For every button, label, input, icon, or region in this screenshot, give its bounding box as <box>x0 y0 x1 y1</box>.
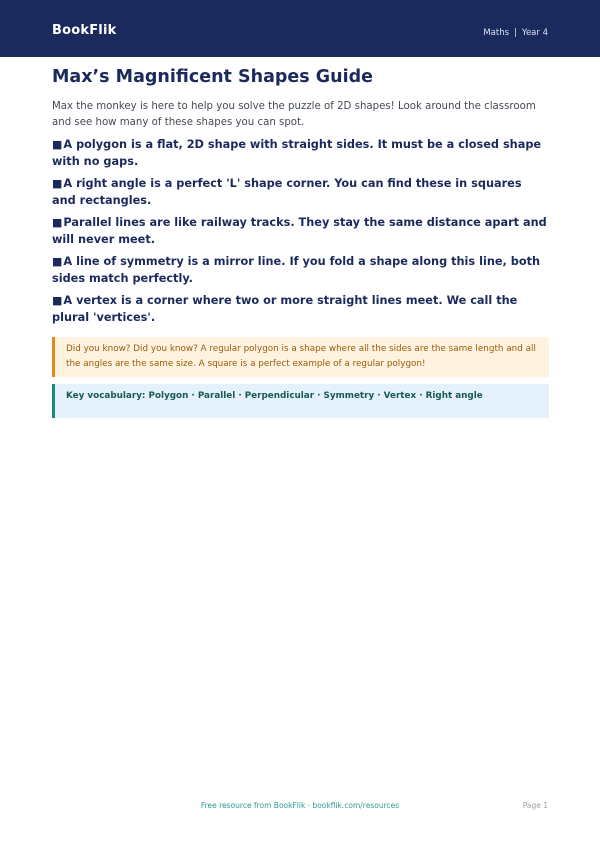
point-text: A polygon is a flat, 2D shape with straight sides. It must be a closed shape with no gaps. <box>52 138 542 168</box>
page-title: Max’s Magnificent Shapes Guide <box>52 67 373 87</box>
square-bullet-icon: ■ <box>52 138 63 151</box>
point-text: A line of symmetry is a mirror line. If you fold a shape along this line, both sides match perfectly. <box>52 255 541 285</box>
point-text: A right angle is a perfect 'L' shape corner. You can find these in squares and rectangles. <box>52 177 522 207</box>
brand-logo[interactable]: BookFlik <box>52 23 117 38</box>
list-item <box>52 137 549 170</box>
list-item <box>52 215 549 248</box>
list-item <box>52 254 549 287</box>
point-text: A vertex is a corner where two or more straight lines meet. We call the plural 'vertices'. <box>52 294 518 324</box>
main-content <box>52 66 549 418</box>
meta-separator: | <box>514 28 517 38</box>
list-item <box>52 176 549 209</box>
square-bullet-icon: ■ <box>52 216 63 229</box>
key-points-list <box>52 137 549 326</box>
square-bullet-icon: ■ <box>52 255 63 268</box>
footer-credit-link[interactable]: Free resource from BookFlik · bookflik.com/resources <box>200 801 400 810</box>
page-number: Page 1 <box>522 801 548 810</box>
list-item <box>52 293 549 326</box>
intro-paragraph: Max the monkey is here to help you solve the puzzle of 2D shapes! Look around the classroom and see how many of these shapes you can spot. <box>52 101 536 128</box>
subject-label: Maths <box>483 28 510 38</box>
year-label: Year 4 <box>521 28 548 38</box>
square-bullet-icon: ■ <box>52 294 63 307</box>
square-bullet-icon: ■ <box>52 177 63 190</box>
key-vocabulary-callout: Key vocabulary: Polygon · Parallel · Perpendicular · Symmetry · Vertex · Right angle <box>52 384 549 418</box>
point-text: Parallel lines are like railway tracks. They stay the same distance apart and will never meet. <box>52 216 547 246</box>
header-meta <box>483 28 548 38</box>
did-you-know-callout: Did you know? Did you know? A regular polygon is a shape where all the sides are the same length and all the angles are the same size. A square is a perfect example of a regular polygon! <box>52 337 549 377</box>
page-header <box>0 0 600 57</box>
